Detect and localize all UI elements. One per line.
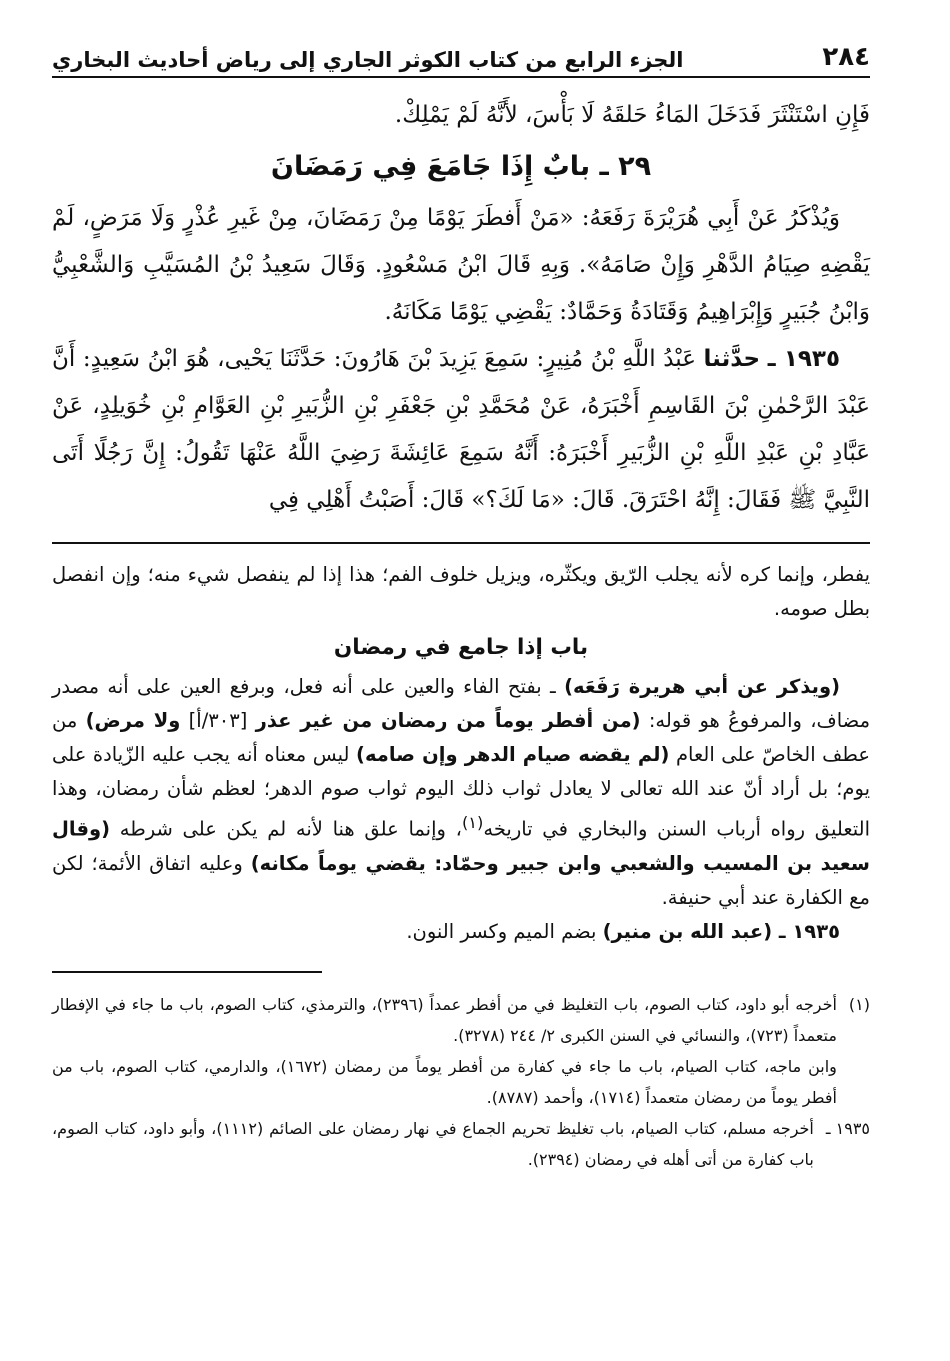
footnote-text: أخرجه مسلم، كتاب الصيام، باب تغليظ تحريم الجماع في نهار رمضان على الصائم (١١١٢)، وأبو داود، كتاب الصوم، باب كفارة من أتى أهله في رمضان (٢٣٩٤). <box>52 1118 814 1169</box>
page-number: ٢٨٤ <box>822 42 870 72</box>
footnote-text: وابن ماجه، كتاب الصيام، باب ما جاء في كفارة من أفطر يوماً من رمضان (١٦٧٢)، والدارمي، كتاب الصوم، باب من أفطر يوماً من رمضان متعمداً (١٧١٤)، وأحمد (٨٧٨٧). <box>52 1056 837 1107</box>
page-header <box>52 26 870 78</box>
text-run: ليس معناه أنه يجب عليه الزّيادة على يوم؛ بل أراد أنّ عند الله تعالى لا يعادل ثواب ذلك اليوم ثواب صوم الدهر؛ لعظم شأن رمضان، وهذا التعليق رواه أرباب السنن والبخاري في تاريخه <box>52 743 871 841</box>
footnote-label: ١٩٣٥ ـ <box>825 1118 870 1138</box>
text-run: وعليه اتفاق الأئمة؛ لكن مع الكفارة عند أبي حنيفة. <box>52 851 870 909</box>
footnotes <box>52 989 870 1175</box>
commentary-paragraph <box>52 915 870 949</box>
footnote <box>52 1113 870 1175</box>
quote: (لم يقضه صيام الدهر وإن صامه) <box>356 743 670 766</box>
commentary-section <box>52 558 870 949</box>
quote: (من أفطر يوماً من رمضان من غير عذر <box>255 709 641 732</box>
quote: (وقال سعيد بن المسيب والشعبي وابن جبير وحمّاد: يقضي يوماً مكانه) <box>52 817 870 875</box>
text-run: بضم الميم وكسر النون. <box>406 919 603 943</box>
commentary-paragraph <box>52 670 870 915</box>
footnote <box>52 989 870 1113</box>
text-run: من عطف الخاصّ على العام <box>52 709 870 766</box>
hadith-number: ١٩٣٥ ـ <box>767 346 841 372</box>
hadith-paragraph <box>52 336 870 524</box>
quote: ١٩٣٥ ـ (عبد الله بن منير) <box>602 919 840 943</box>
text-run: ـ بفتح الفاء والعين على أنه فعل، وبرفع العين على أنه مصدر مضاف، والمرفوعُ هو قوله: <box>52 675 871 732</box>
running-title: الجزء الرابع من كتاب الكوثر الجاري إلى رياض أحاديث البخاري <box>52 48 684 72</box>
quote: ولا مرض) <box>85 709 181 732</box>
footnote-mark[interactable]: (١) <box>461 813 484 832</box>
hadith-text: عَبْدُ اللَّهِ بْنُ مُنِيرٍ: سَمِعَ يَزِيدَ بْنَ هَارُونَ: حَدَّثَنَا يَحْيى، هُوَ ابْنُ سَعِيدٍ: أَنَّ عَبْدَ الرَّحْمٰنِ بْنَ القَاسِمِ أَخْبَرَهُ، عَنْ مُحَمَّدِ بْنِ جَعْفَرِ بْنِ الزُّبَيرِ بْنِ العَوَّامِ بْنِ خُوَيلِدٍ، عَنْ عَبَّادِ بْنِ عَبْدِ اللَّهِ بْنِ الزُّبَيرِ أَخْبَرَهُ: أَنَّهُ سَمِعَ عَائِشَةَ رَضِيَ اللَّهُ عَنْهَا تَقُولُ: إِنَّ رَجُلًا أَتَى النَّبِيَّ ﷺ فَقَالَ: إِنَّهُ احْتَرَقَ. قَالَ: «مَا لَكَ؟» قَالَ: أَصَبْتُ أَهْلِي فِي <box>52 346 870 513</box>
book-page <box>52 26 870 1175</box>
commentary-subtitle: باب إذا جامع في رمضان <box>333 635 589 660</box>
manuscript-ref: [٣٠٣/أ] <box>180 709 256 732</box>
hadith-haddathana: حدَّثنا <box>703 346 761 372</box>
text-run: ، وإنما علق هنا لأنه لم يكن على شرطه <box>110 817 462 841</box>
footnote-label: (١) <box>848 994 870 1014</box>
chapter-text: وَيُذْكَرُ عَنْ أَبِي هُرَيْرَةَ رَفَعَهُ: «مَنْ أَفطَرَ يَوْمًا مِنْ رَمَضَانَ، مِنْ غَيرِ عُذْرٍ وَلَا مَرَضٍ، لَمْ يَقْضِهِ صِيَامُ الدَّهْرِ وَإِنْ صَامَهُ». وَبِهِ قَالَ ابْنُ مَسْعُودٍ. وَقَالَ سَعِيدُ بْنُ المُسَيَّبِ وَالشَّعْبِيُّ وَابْنُ جُبَيرٍ وَإِبْرَاهِيمُ وَقَتَادَةُ وَحَمَّادٌ: يَقْضِي يَوْمًا مَكَانَهُ. <box>52 205 870 325</box>
commentary-intro: يفطر، وإنما كره لأنه يجلب الرّيق ويكثّره، ويزيل خلوف الفم؛ هذا إذا لم ينفصل شيء منه؛ وإن انفصل بطل صومه. <box>52 563 870 620</box>
footnote-text: أخرجه أبو داود، كتاب الصوم، باب التغليظ في من أفطر عمداً (٢٣٩٦)، والترمذي، كتاب الصوم، باب ما جاء في الإفطار متعمداً (٧٢٣)، والنسائي في السنن الكبرى ٢/ ٢٤٤ (٣٢٧٨). <box>52 994 837 1045</box>
section-divider <box>52 542 870 544</box>
hadith-text-section <box>52 92 870 524</box>
chapter-title: ٢٩ ـ بابٌ إِذَا جَامَعَ فِي رَمَضَانَ <box>270 151 652 182</box>
opening-line: فَإِنِ اسْتَنْثَرَ فَدَخَلَ المَاءُ حَلقَهُ لَا بَأْسَ، لأَنَّهُ لَمْ يَمْلِكْ. <box>394 102 870 128</box>
footnote-separator <box>52 971 322 973</box>
quote: (ويذكر عن أبي هريرة رَفَعَه) <box>564 675 840 698</box>
